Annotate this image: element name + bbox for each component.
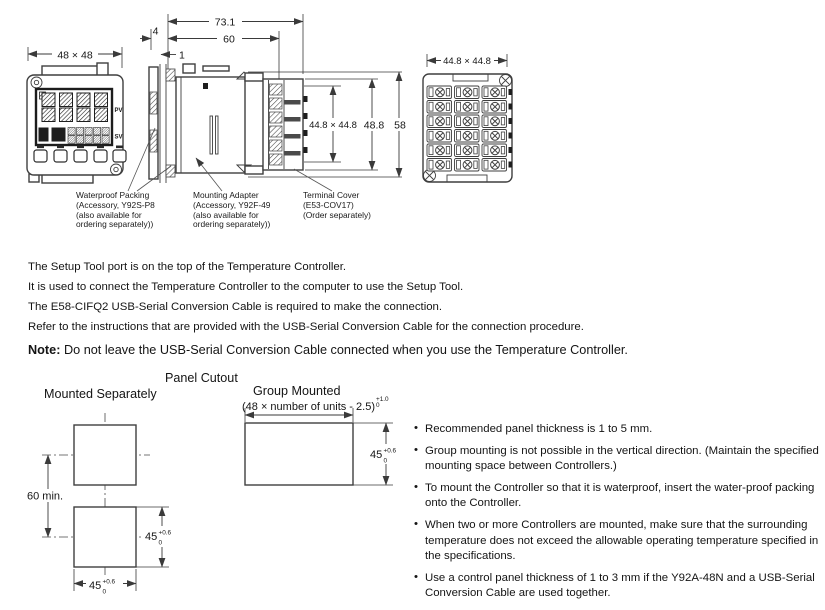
label-line: Terminal Cover [303,190,360,200]
setup-line: Refer to the instructions that are provided with the USB-Serial Conversion Cable for the connection procedure. [28,321,584,333]
cutout-square-2 [74,507,136,567]
side-body-dim: 60 [223,33,235,46]
side-outer-dim: 58 [394,119,406,132]
label-line: (Accessory, Y92F-49 [193,199,271,210]
list-item: • Group mounting is not possible in the vertical direction. (Maintain the specified mounting space between Controllers.) [414,444,822,475]
mounting-notes-list [414,422,822,608]
svg-text:0: 0 [383,457,388,465]
svg-text:+0.6: +0.6 [383,447,397,455]
svg-text:45: 45 [145,531,158,543]
label-line: (Order separately) [303,209,371,220]
svg-text:45: 45 [370,449,383,461]
side-inner-dim: 44.8 × 44.8 [309,120,357,131]
side-view-drawing [128,14,408,191]
group-width-base: (48 × number of units - 2.5) [242,401,375,414]
pv-label: PV [114,108,123,114]
side-total-dim: 73.1 [214,16,236,29]
label-line: ordering separately)) [76,219,154,230]
note-prefix: Note: [28,343,61,357]
svg-text:45: 45 [89,580,102,592]
list-item: • When two or more Controllers are mounted, make sure that the surrounding temperature does not exceed the allowable operating temperature specified in the specifications. [414,518,822,565]
tolerance-sub: 0 [375,402,380,410]
side-bezel-dim: 1 [179,49,185,62]
group-width-tolerance [376,397,389,409]
group-width-dim [242,397,389,413]
cutout-separate-drawing [26,413,177,596]
cutout-square-1 [74,425,136,485]
label-line: ordering separately)) [193,219,271,230]
side-panel-dim: 4 [152,25,159,38]
front-view-drawing [27,47,126,183]
list-item: • To mount the Controller so that it is waterproof, insert the water-proof packing onto the Controller. [414,481,822,512]
rear-view-drawing [423,53,512,182]
svg-text:+0.6: +0.6 [102,578,116,586]
front-size-dim: 48 × 48 [57,49,93,62]
spacing-dim: 60 min. [27,490,64,503]
setup-line: The E58-CIFQ2 USB-Serial Conversion Cable is required to make the connection. [28,301,443,313]
group-mounted-title: Group Mounted [253,384,341,398]
note-line [28,337,628,360]
label-line: (also available for [193,209,259,220]
svg-text:0: 0 [158,539,163,547]
group-cutout-rect [245,423,353,485]
rear-size-dim: 44.8 × 44.8 [443,56,491,67]
terminal-block-side [263,79,303,170]
svg-text:0: 0 [102,588,107,596]
terminal-cover-label [303,191,371,220]
list-item: • Use a control panel thickness of 1 to 3 mm if the Y92A-48N and a USB-Serial Conversion Cable are used together. [414,571,822,602]
label-line: (Accessory, Y92S-P8 [76,199,155,210]
mounting-adapter-label [193,191,270,230]
setup-tool-paragraph [28,257,628,360]
setup-line: The Setup Tool port is on the top of the Temperature Controller. [28,261,347,273]
side-mid-dim: 48.8 [363,119,385,132]
waterproof-packing-top [166,69,175,81]
sv-label: SV [114,134,123,141]
panel-cutout-title: Panel Cutout [165,371,238,385]
note-body: Do not leave the USB-Serial Conversion Cable connected when you use the Temperature Controller. [63,343,628,357]
label-line: Mounting Adapter [193,190,259,200]
label-line: Waterproof Packing [76,190,150,200]
mounting-adapter-body [176,77,245,173]
tolerance-sup: +1.0 [375,396,389,403]
list-item: • Recommended panel thickness is 1 to 5 mm. [414,422,822,438]
svg-text:+0.6: +0.6 [158,529,172,537]
mounted-separately-title: Mounted Separately [44,387,157,401]
label-line: (also available for [76,209,142,220]
label-line: (E53-COV17) [303,199,354,210]
cutout-group-drawing [245,408,402,485]
setup-line: It is used to connect the Temperature Controller to the computer to use the Setup Tool. [28,281,464,293]
waterproof-packing-label [76,191,155,230]
